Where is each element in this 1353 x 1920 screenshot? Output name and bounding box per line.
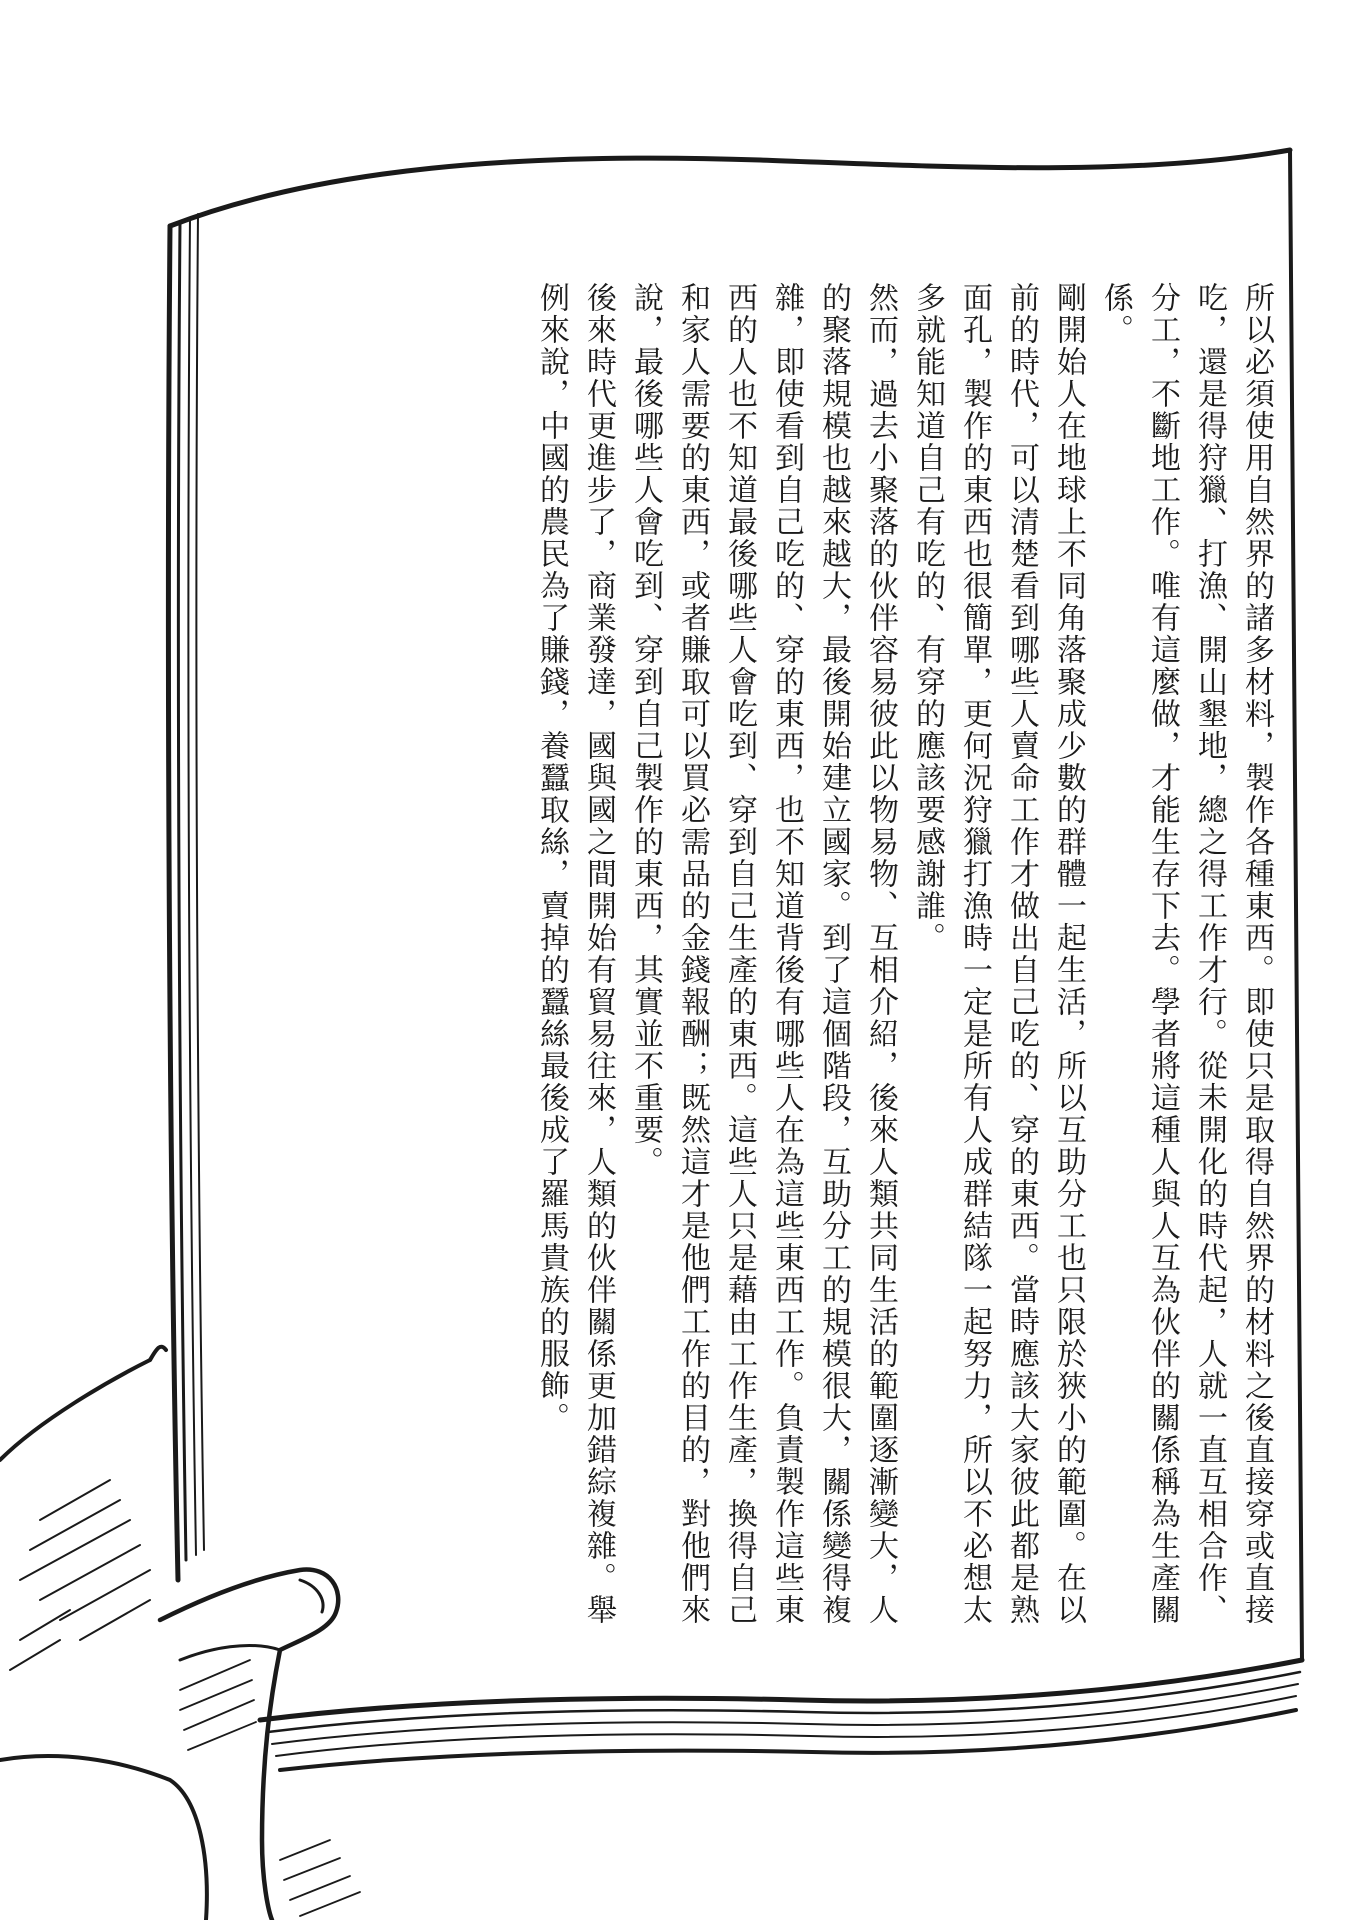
- page-left-edge: [168, 226, 178, 1580]
- paragraph-2: 剛開始人在地球上不同角落聚成少數的群體一起生活，所以互助分工也只限於狹小的範圍。在以前的時代，可以清楚看到哪些人賣命工作才做出自己吃的、穿的東西。當時應該大家彼此都是熟面孔，製作的東西也很簡單，更何況狩獵打漁時一定是所有人成群結隊一起努力，所以不必想太多就能知道自己有吃的、有穿的應該要感謝誰。: [910, 282, 1086, 1626]
- book-page-text: [330, 282, 1280, 1642]
- paragraph-3: 然而，過去小聚落的伙伴容易彼此以物易物、互相介紹，後來人類共同生活的範圍逐漸變大，人的聚落規模也越來越大，最後開始建立國家。到了這個階段，互助分工的規模很大，關係變得複雜，即使看到自己吃的、穿的東西，也不知道背後有哪些人在為這些東西工作。負責製作這些東西的人也不知道最後哪些人會吃到、穿到自己生產的東西。這些人只是藉由工作生產，換得自己和家人需要的東西，或者賺取可以買必需品的金錢報酬；既然這才是他們工作的目的，對他們來說，最後哪些人會吃到、穿到自己製作的東西，其實並不重要。: [628, 282, 898, 1626]
- paragraph-4: 後來時代更進步了，商業發達，國與國之間開始有貿易往來，人類的伙伴關係更加錯綜複雜。舉例來說，中國的農民為了賺錢，養蠶取絲，賣掉的蠶絲最後成了羅馬貴族的服飾。: [534, 282, 616, 1626]
- paragraph-1: 所以必須使用自然界的諸多材料，製作各種東西。即使只是取得自然界的材料之後直接穿或直接吃，還是得狩獵、打漁、開山墾地，總之得工作才行。從未開化的時代起，人就一直互相合作、分工，不斷地工作。唯有這麼做，才能生存下去。學者將這種人與人互為伙伴的關係稱為生產關係。: [1098, 282, 1274, 1626]
- page-top-edge: [170, 150, 1290, 226]
- page-right-edge: [1290, 150, 1302, 1660]
- thumb: [160, 1570, 338, 1920]
- hand-outline: [0, 1360, 150, 1460]
